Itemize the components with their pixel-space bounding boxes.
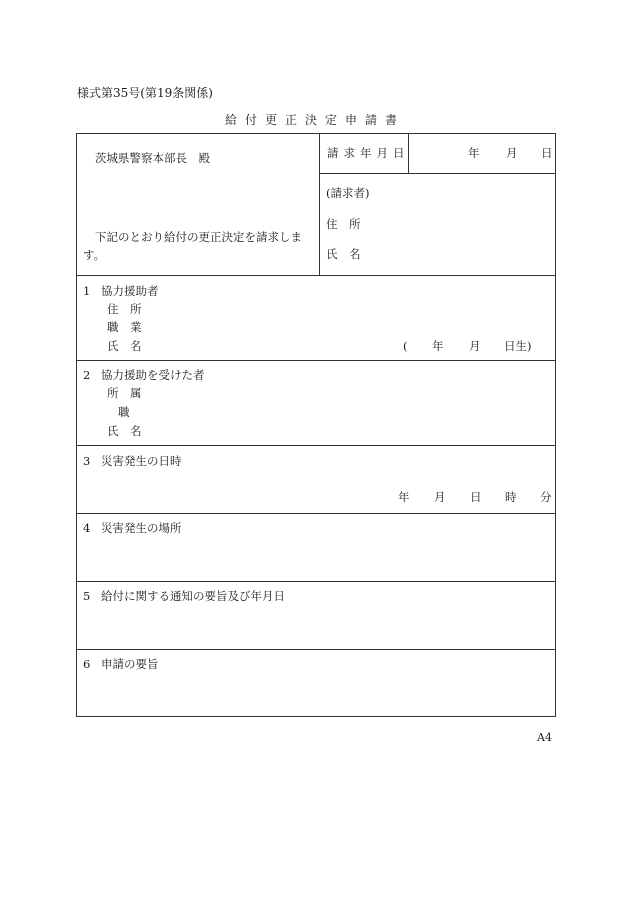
row-divider-top [76,275,556,276]
s3-day: 日 [470,490,482,504]
row-divider-date [319,173,556,174]
s3-minute: 分 [540,490,552,504]
request-statement: 下記のとおり給付の更正決定を請求します。 [83,230,302,262]
request-date-month: 月 [506,146,518,160]
s2-affiliation-label: 所 属 [107,386,142,400]
s1-title: 協力援助者 [101,284,159,298]
request-date-label: 請求年月日 [327,146,410,160]
s6-title: 申請の要旨 [101,657,159,671]
addressee: 茨城県警察本部長 殿 [95,151,210,165]
s1-occupation-label: 職 業 [107,320,142,334]
document-title: 給付更正決定申請書 [224,113,405,127]
s2-number: 2 [83,368,91,382]
s1-birth-open: ( [403,339,408,353]
column-divider-top [319,133,320,275]
s5-title: 給付に関する通知の要旨及び年月日 [101,589,285,603]
requester-name-label: 氏 名 [326,247,361,261]
requester-label: (請求者) [326,186,370,200]
s1-birth-day: 日生) [504,339,532,353]
s4-title: 災害発生の場所 [101,521,182,535]
request-date-day: 日 [541,146,553,160]
s1-address-label: 住 所 [107,302,142,316]
s3-year: 年 [398,490,410,504]
row-divider-s4 [76,581,556,582]
s4-number: 4 [83,521,91,535]
s3-title: 災害発生の日時 [101,454,182,468]
requester-address-label: 住 所 [326,217,361,231]
form-table [76,133,556,717]
s5-number: 5 [83,589,91,603]
request-date-year: 年 [468,146,480,160]
row-divider-s3 [76,513,556,514]
s1-number: 1 [83,284,91,298]
s2-name-label: 氏 名 [107,424,142,438]
s3-month: 月 [434,490,446,504]
row-divider-s1 [76,360,556,361]
s1-birth-month: 月 [469,339,481,353]
s2-post-label: 職 [118,405,130,419]
form-number: 様式第35号(第19条関係) [77,86,213,100]
s1-birth-year: 年 [432,339,444,353]
paper-size-label: A4 [537,731,552,744]
s2-title: 協力援助を受けた者 [101,368,205,382]
s3-hour: 時 [505,490,517,504]
s1-name-label: 氏 名 [107,339,142,353]
s6-number: 6 [83,657,91,671]
s3-number: 3 [83,454,91,468]
row-divider-s5 [76,649,556,650]
row-divider-s2 [76,445,556,446]
